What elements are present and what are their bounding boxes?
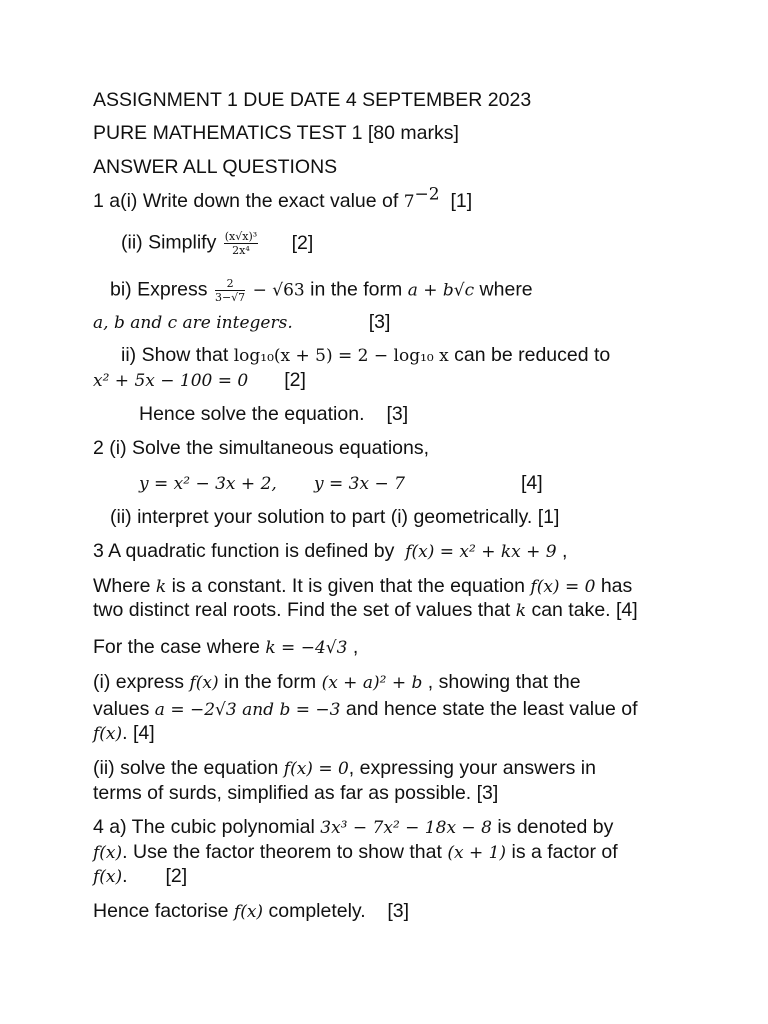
q2-ii: (ii) interpret your solution to part (i) geometrically. [1] <box>110 506 560 528</box>
simplify-fraction: $\frac{\text{(x√x)³}}{\text{2x⁴}}$ <box>224 230 258 257</box>
q3-line-2: Where k is a constant. It is given that the equation f(x) = 0 has <box>93 575 633 597</box>
q1-a-ii: (ii) Simplify $\frac{\text{(x√x)³}}{\text{2x⁴}}$ [2] <box>121 230 314 257</box>
q2-i-marks: [4] <box>521 472 543 494</box>
q3-ii-cont: terms of surds, simplified as far as possible. [3] <box>93 782 499 804</box>
q3-i-cont-2: f(x). [4] <box>93 722 155 744</box>
assignment-heading: ASSIGNMENT 1 DUE DATE 4 SEPTEMBER 2023 <box>93 89 532 111</box>
q2-i: 2 (i) Solve the simultaneous equations, <box>93 437 430 459</box>
q1-a-i: 1 a(i) Write down the exact value of $7^{-2}$ [1] <box>93 184 473 212</box>
q1-b-i: bi) Express $\frac{2}{3-√7}$ − √63 in the form a + b√c where <box>110 277 533 304</box>
instruction: ANSWER ALL QUESTIONS <box>93 156 338 178</box>
test-title: PURE MATHEMATICS TEST 1 [80 marks] <box>93 122 459 144</box>
q3-case: For the case where k = −4√3 , <box>93 636 359 658</box>
q1-b-ii-cont: x² + 5x − 100 = 0 [2] <box>93 369 306 391</box>
q2-equation-2: y = 3x − 7 <box>314 474 405 494</box>
q4-a-cont-2: f(x). [2] <box>93 865 188 887</box>
q2-equation-1: y = x² − 3x + 2, <box>139 474 277 494</box>
q3-line-3: two distinct real roots. Find the set of values that k can take. [4] <box>93 599 638 621</box>
q1-b-iii: Hence solve the equation. [3] <box>139 403 409 425</box>
q4-a-cont: f(x). Use the factor theorem to show that (x + 1) is a factor of <box>93 841 618 863</box>
q1-b-ii: ii) Show that log₁₀(x + 5) = 2 − log₁₀ x can be reduced to <box>121 344 611 366</box>
q3-i: (i) express f(x) in the form (x + a)² + b , showing that the <box>93 671 581 693</box>
q4-a: 4 a) The cubic polynomial 3x³ − 7x² − 18x − 8 is denoted by <box>93 816 614 838</box>
q4-hence: Hence factorise f(x) completely. [3] <box>93 900 410 922</box>
express-fraction: $\frac{2}{3-√7}$ <box>214 277 246 304</box>
q3-ii: (ii) solve the equation f(x) = 0, expressing your answers in <box>93 757 596 779</box>
q3-intro: 3 A quadratic function is defined by f(x) = x² + kx + 9 , <box>93 540 568 562</box>
q1-b-i-cont: a, b and c are integers. [3] <box>93 311 391 333</box>
q3-i-cont: values a = −2√3 and b = −3 and hence state the least value of <box>93 698 638 720</box>
